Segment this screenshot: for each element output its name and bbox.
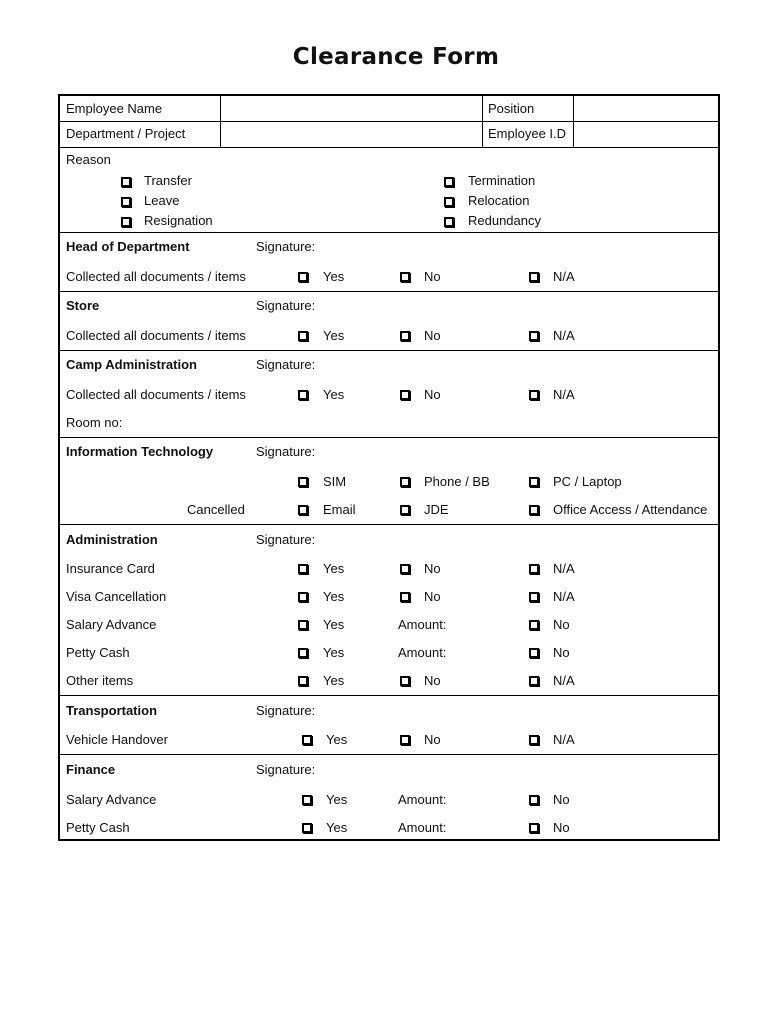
no-label: No <box>553 617 570 632</box>
reason-resignation: Resignation <box>144 213 213 228</box>
camp-signature-label: Signature: <box>256 357 316 372</box>
store-collected-label: Collected all documents / items <box>66 328 246 343</box>
divider <box>60 147 718 148</box>
hod-signature-label: Signature: <box>256 239 316 254</box>
divider <box>60 754 718 755</box>
visa-yes-checkbox[interactable] <box>298 592 308 602</box>
admin-petty-yes-checkbox[interactable] <box>298 648 308 658</box>
no-label: No <box>553 820 570 835</box>
it-signature-label: Signature: <box>256 444 316 459</box>
admin-title: Administration <box>66 532 158 547</box>
it-item-email: Email <box>323 502 356 517</box>
other-yes-checkbox[interactable] <box>298 676 308 686</box>
camp-collected-label: Collected all documents / items <box>66 387 246 402</box>
finance-title: Finance <box>66 762 116 777</box>
store-title: Store <box>66 298 100 313</box>
no-label: No <box>553 645 570 660</box>
divider <box>60 350 718 351</box>
yes-label: Yes <box>323 561 345 576</box>
insurance-yes-checkbox[interactable] <box>298 564 308 574</box>
employee-id-label: Employee I.D <box>488 126 567 141</box>
amount-label: Amount: <box>398 792 447 807</box>
sim-checkbox[interactable] <box>298 477 308 487</box>
na-label: N/A <box>553 589 575 604</box>
resignation-checkbox[interactable] <box>121 217 131 227</box>
it-item-jde: JDE <box>424 502 449 517</box>
it-item-office-access: Office Access / Attendance <box>553 502 708 517</box>
admin-row-label: Other items <box>66 673 134 688</box>
transport-title: Transportation <box>66 703 158 718</box>
transfer-checkbox[interactable] <box>121 177 131 187</box>
hod-na-label: N/A <box>553 269 575 284</box>
divider <box>60 695 718 696</box>
vehicle-na-checkbox[interactable] <box>529 735 539 745</box>
it-item-sim: SIM <box>323 474 347 489</box>
it-item-pc: PC / Laptop <box>553 474 622 489</box>
yes-label: Yes <box>323 673 345 688</box>
office-access-checkbox[interactable] <box>529 505 539 515</box>
amount-label: Amount: <box>398 617 447 632</box>
email-checkbox[interactable] <box>298 505 308 515</box>
divider <box>60 524 718 525</box>
department-field[interactable] <box>221 122 482 147</box>
hod-no-label: No <box>424 269 441 284</box>
camp-no-label: No <box>424 387 441 402</box>
insurance-no-checkbox[interactable] <box>400 564 410 574</box>
vehicle-no-checkbox[interactable] <box>400 735 410 745</box>
store-signature-label: Signature: <box>256 298 316 313</box>
employee-id-field[interactable] <box>574 122 718 147</box>
divider <box>60 232 718 233</box>
store-no-label: No <box>424 328 441 343</box>
employee-name-label: Employee Name <box>66 101 163 116</box>
admin-salary-yes-checkbox[interactable] <box>298 620 308 630</box>
jde-checkbox[interactable] <box>400 505 410 515</box>
termination-checkbox[interactable] <box>444 177 454 187</box>
no-label: No <box>553 792 570 807</box>
transport-signature-label: Signature: <box>256 703 316 718</box>
finance-signature-label: Signature: <box>256 762 316 777</box>
yes-label: Yes <box>326 792 348 807</box>
reason-label: Reason <box>66 152 111 167</box>
hod-na-checkbox[interactable] <box>529 272 539 282</box>
na-label: N/A <box>553 673 575 688</box>
visa-na-checkbox[interactable] <box>529 592 539 602</box>
employee-name-field[interactable] <box>221 96 482 121</box>
pc-laptop-checkbox[interactable] <box>529 477 539 487</box>
leave-checkbox[interactable] <box>121 197 131 207</box>
finance-petty-yes-checkbox[interactable] <box>302 823 312 833</box>
relocation-checkbox[interactable] <box>444 197 454 207</box>
store-na-checkbox[interactable] <box>529 331 539 341</box>
vehicle-yes-checkbox[interactable] <box>302 735 312 745</box>
no-label: No <box>424 732 441 747</box>
admin-row-label: Insurance Card <box>66 561 155 576</box>
camp-room-label: Room no: <box>66 415 123 430</box>
divider <box>60 291 718 292</box>
store-na-label: N/A <box>553 328 575 343</box>
na-label: N/A <box>553 561 575 576</box>
department-label: Department / Project <box>66 126 186 141</box>
no-label: No <box>424 673 441 688</box>
position-label: Position <box>488 101 535 116</box>
no-label: No <box>424 589 441 604</box>
it-cancelled-label: Cancelled <box>187 502 245 517</box>
reason-leave: Leave <box>144 193 180 208</box>
finance-salary-no-checkbox[interactable] <box>529 795 539 805</box>
visa-no-checkbox[interactable] <box>400 592 410 602</box>
admin-row-label: Salary Advance <box>66 617 157 632</box>
hod-no-checkbox[interactable] <box>400 272 410 282</box>
store-yes-checkbox[interactable] <box>298 331 308 341</box>
camp-yes-checkbox[interactable] <box>298 390 308 400</box>
camp-no-checkbox[interactable] <box>400 390 410 400</box>
hod-yes-checkbox[interactable] <box>298 272 308 282</box>
finance-salary-yes-checkbox[interactable] <box>302 795 312 805</box>
reason-transfer: Transfer <box>144 173 192 188</box>
position-field[interactable] <box>574 96 718 121</box>
hod-title: Head of Department <box>66 239 190 254</box>
amount-label: Amount: <box>398 820 447 835</box>
hod-yes-label: Yes <box>323 269 345 284</box>
yes-label: Yes <box>323 645 345 660</box>
yes-label: Yes <box>323 589 345 604</box>
reason-redundancy: Redundancy <box>468 213 541 228</box>
hod-collected-label: Collected all documents / items <box>66 269 246 284</box>
it-title: Information Technology <box>66 444 214 459</box>
amount-label: Amount: <box>398 645 447 660</box>
store-no-checkbox[interactable] <box>400 331 410 341</box>
other-no-checkbox[interactable] <box>400 676 410 686</box>
phone-checkbox[interactable] <box>400 477 410 487</box>
finance-petty-no-checkbox[interactable] <box>529 823 539 833</box>
admin-salary-no-checkbox[interactable] <box>529 620 539 630</box>
yes-label: Yes <box>326 820 348 835</box>
redundancy-checkbox[interactable] <box>444 217 454 227</box>
reason-termination: Termination <box>468 173 536 188</box>
camp-na-label: N/A <box>553 387 575 402</box>
finance-row-label: Petty Cash <box>66 820 130 835</box>
finance-row-label: Salary Advance <box>66 792 157 807</box>
reason-relocation: Relocation <box>468 193 530 208</box>
insurance-na-checkbox[interactable] <box>529 564 539 574</box>
admin-row-label: Visa Cancellation <box>66 589 167 604</box>
na-label: N/A <box>553 732 575 747</box>
other-na-checkbox[interactable] <box>529 676 539 686</box>
clearance-form <box>58 94 720 841</box>
yes-label: Yes <box>326 732 348 747</box>
admin-signature-label: Signature: <box>256 532 316 547</box>
divider <box>60 437 718 438</box>
yes-label: Yes <box>323 617 345 632</box>
divider <box>482 96 483 147</box>
camp-yes-label: Yes <box>323 387 345 402</box>
admin-petty-no-checkbox[interactable] <box>529 648 539 658</box>
vehicle-handover-label: Vehicle Handover <box>66 732 168 747</box>
no-label: No <box>424 561 441 576</box>
form-title: Clearance Form <box>292 44 500 70</box>
it-item-phone: Phone / BB <box>424 474 490 489</box>
store-yes-label: Yes <box>323 328 345 343</box>
camp-title: Camp Administration <box>66 357 197 372</box>
camp-na-checkbox[interactable] <box>529 390 539 400</box>
admin-row-label: Petty Cash <box>66 645 130 660</box>
